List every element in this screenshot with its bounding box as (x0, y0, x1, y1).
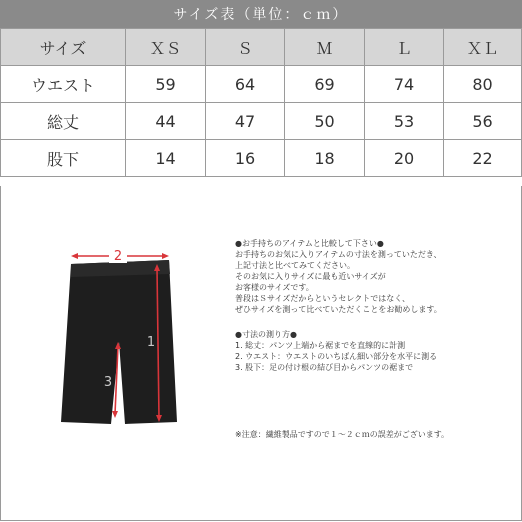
method-heading: ●寸法の測り方● (235, 330, 297, 339)
table-cell: 22 (444, 140, 522, 177)
compare-line: ぜひサイズを測って比べていただくことをお勧めします。 (235, 305, 442, 314)
disclaimer: ※注意：繊維製品ですので１～２ｃｍの誤差がございます。 (235, 430, 450, 439)
table-cell: 64 (206, 66, 285, 103)
table-cell: 18 (285, 140, 365, 177)
compare-line: 普段はＳサイズだからというセレクトではなく、 (235, 294, 411, 303)
table-cell: 56 (444, 103, 522, 140)
table-header-row (1, 29, 522, 66)
size-header-m: Ｍ (285, 29, 365, 66)
row-label: 総丈 (1, 103, 126, 140)
method-line: 1. 総丈：パンツ上端から裾までを直線的に計測 (235, 341, 406, 350)
shorts-silhouette (61, 260, 177, 424)
size-chart-title: サイズ表（単位：ｃｍ） (0, 0, 522, 28)
table-cell: 16 (206, 140, 285, 177)
row-label: 股下 (1, 140, 126, 177)
inseam-marker-label: 3 (103, 375, 113, 390)
table-cell: 74 (365, 66, 444, 103)
compare-line: そのお気に入りサイズに最も近いサイズが (235, 272, 386, 281)
size-header-xl: ＸＬ (444, 29, 522, 66)
compare-section (235, 238, 515, 315)
table-row-inseam (1, 140, 522, 177)
method-line: 2. ウエスト：ウエストのいちばん細い部分を水平に測る (235, 352, 438, 361)
table-cell: 14 (126, 140, 206, 177)
table-cell: 50 (285, 103, 365, 140)
row-label: ウエスト (1, 66, 126, 103)
compare-heading: ●お手持ちのアイテムと比較して下さい● (235, 239, 384, 248)
size-table (0, 28, 522, 177)
shorts-figure (41, 246, 201, 426)
compare-line: 上記寸法と比べてみてください。 (235, 261, 355, 270)
notes (235, 238, 515, 383)
waist-marker-label: 2 (113, 249, 123, 264)
compare-line: お手持ちのお気に入りアイテムの寸法を測っていただき、 (235, 250, 442, 259)
size-header-xs: ＸＳ (126, 29, 206, 66)
table-cell: 47 (206, 103, 285, 140)
size-header-s: Ｓ (206, 29, 285, 66)
measurement-guide (0, 186, 522, 521)
table-cell: 44 (126, 103, 206, 140)
method-line: 3. 股下：足の付け根の結び目からパンツの裾まで (235, 363, 414, 372)
table-cell: 20 (365, 140, 444, 177)
size-header-l: Ｌ (365, 29, 444, 66)
length-marker-label: 1 (146, 335, 156, 350)
table-row-length (1, 103, 522, 140)
table-row-waist (1, 66, 522, 103)
table-cell: 80 (444, 66, 522, 103)
table-cell: 59 (126, 66, 206, 103)
compare-line: お客様のサイズです。 (235, 283, 314, 292)
table-cell: 53 (365, 103, 444, 140)
table-cell: 69 (285, 66, 365, 103)
table-corner-label: サイズ (1, 29, 126, 66)
method-section (235, 329, 515, 373)
